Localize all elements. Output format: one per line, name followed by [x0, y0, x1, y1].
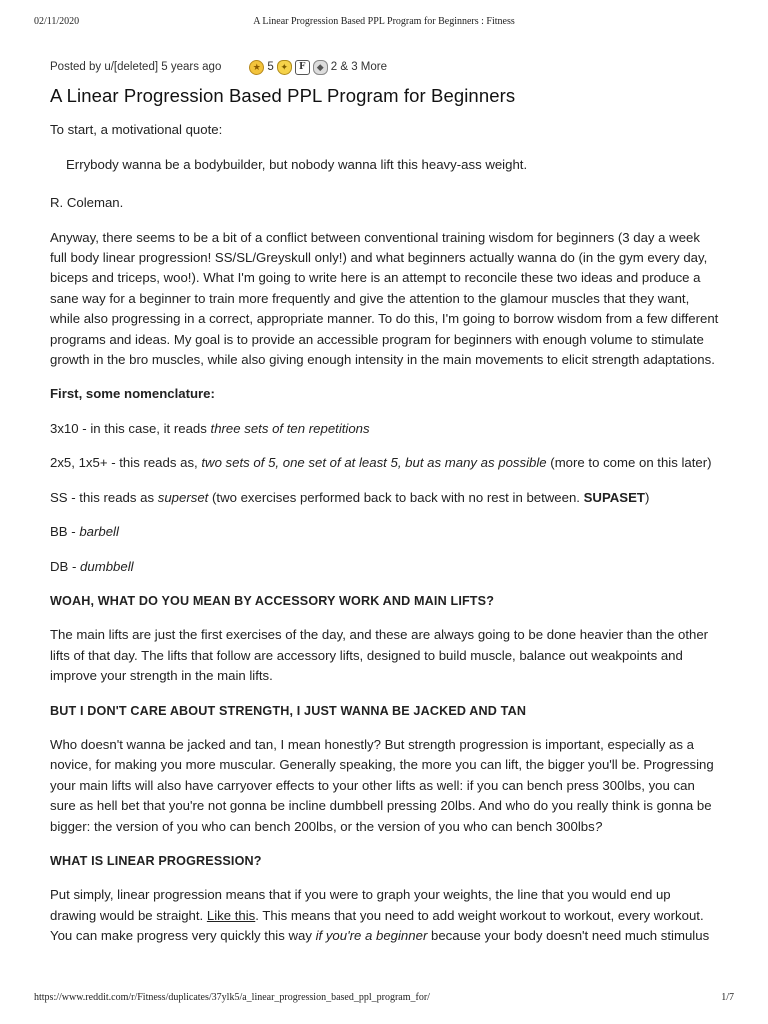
print-url: https://www.reddit.com/r/Fitness/duplicates/37ylk5/a_linear_progression_based_ppl_program_for/ [34, 992, 430, 1003]
definition-3x10: 3x10 - in this case, it reads three sets of ten repetitions [50, 420, 370, 436]
definition-barbell: BB - barbell [50, 524, 119, 540]
intro-text: To start, a motivational quote: [50, 122, 223, 138]
print-page-number: 1/7 [721, 992, 734, 1003]
more-awards-label: 2 & 3 More [330, 60, 387, 73]
paragraph-jacked-and-tan: Who doesn't wanna be jacked and tan, I mean honestly? But strength progression is important, especially as a novice, for making you more muscular. Generally speaking, the more you can lift, the bigger you'll be. Progressing your main lifts will also have carryover effects to your other lifts as well: if you can bench press 300lbs, you can sure as hell bet that you're not gonna be incline dumbbell pressing 20lbs. And who do you really think is gonna be bigger: the version of you who can bench 200lbs, or the version of you who can bench 300lbs? [50, 736, 714, 834]
post-title[interactable]: A Linear Progression Based PPL Program for Beginners [50, 85, 516, 106]
paragraph-main-lifts: The main lifts are just the first exercises of the day, and these are always going to be done heavier than the other lifts of that day. The lifts that follow are accessory lifts, designed to build muscle, balance out weakpoints and improve your strength in the main lifts. [50, 627, 709, 684]
print-header [0, 16, 768, 36]
pay-respects-award-icon: F [295, 60, 310, 75]
award-list[interactable] [249, 57, 387, 77]
gold-award-count: 5 [267, 60, 274, 73]
paragraph-linear-progression: Put simply, linear progression means that if you were to graph your weights, the line that you would end up drawing would be straight. Like this. This means that you need to add weight workout to workout, every workout. You can make progress very quickly this way if you're a beginner because your body doesn't need much stimulus [50, 887, 710, 944]
heading-linear-progression: WHAT IS LINEAR PROGRESSION? [50, 853, 262, 868]
post-content [50, 58, 720, 961]
print-date: 02/11/2020 [34, 16, 80, 27]
heading-accessory-work: WOAH, WHAT DO YOU MEAN BY ACCESSORY WORK AND MAIN LIFTS? [50, 593, 495, 608]
definition-dumbbell: DB - dumbbell [50, 558, 134, 574]
like-this-link[interactable]: Like this [206, 907, 256, 923]
definition-superset: SS - this reads as superset (two exercises performed back to back with no rest in between. SUPASET) [50, 489, 650, 505]
print-footer [0, 992, 768, 1012]
paragraph-anyway: Anyway, there seems to be a bit of a conflict between conventional training wisdom for beginners (3 day a week full body linear progression! SS/SL/Greyskull only!) and what beginners actually wanna do (in the gym every day, biceps and triceps, woo!). What I'm going to write here is an attempt to reconcile these two ideas and produce a sane way for a beginner to train more frequently and give the attention to the glamour muscles that they want, while also progressing in a correct, appropriate manner. To do this, I'm going to borrow wisdom from a few different programs and ideas. My goal is to provide an accessible program for beginners with enough volume to stimulate growth in the bro muscles, while also giving enough intensity in the main movements to elicit strength adaptations. [50, 229, 719, 368]
posted-by[interactable]: Posted by u/[deleted] 5 years ago [50, 60, 222, 73]
motivational-quote: Errybody wanna be a bodybuilder, but nobody wanna lift this heavy-ass weight. [66, 156, 528, 172]
post-meta [50, 58, 720, 76]
quote-attribution: R. Coleman. [50, 195, 124, 211]
heading-jacked-and-tan: BUT I DON'T CARE ABOUT STRENGTH, I JUST WANNA BE JACKED AND TAN [50, 703, 527, 718]
lightbulb-award-icon: ✦ [277, 60, 292, 75]
speech-bubble-award-icon: ◆ [313, 60, 328, 75]
definition-2x5: 2x5, 1x5+ - this reads as, two sets of 5, one set of at least 5, but as many as possible (more to come on this later) [50, 455, 712, 471]
print-title: A Linear Progression Based PPL Program for Beginners : Fitness [253, 16, 515, 27]
nomenclature-heading: First, some nomenclature: [50, 386, 215, 402]
gold-award-icon: ★ [249, 60, 264, 75]
